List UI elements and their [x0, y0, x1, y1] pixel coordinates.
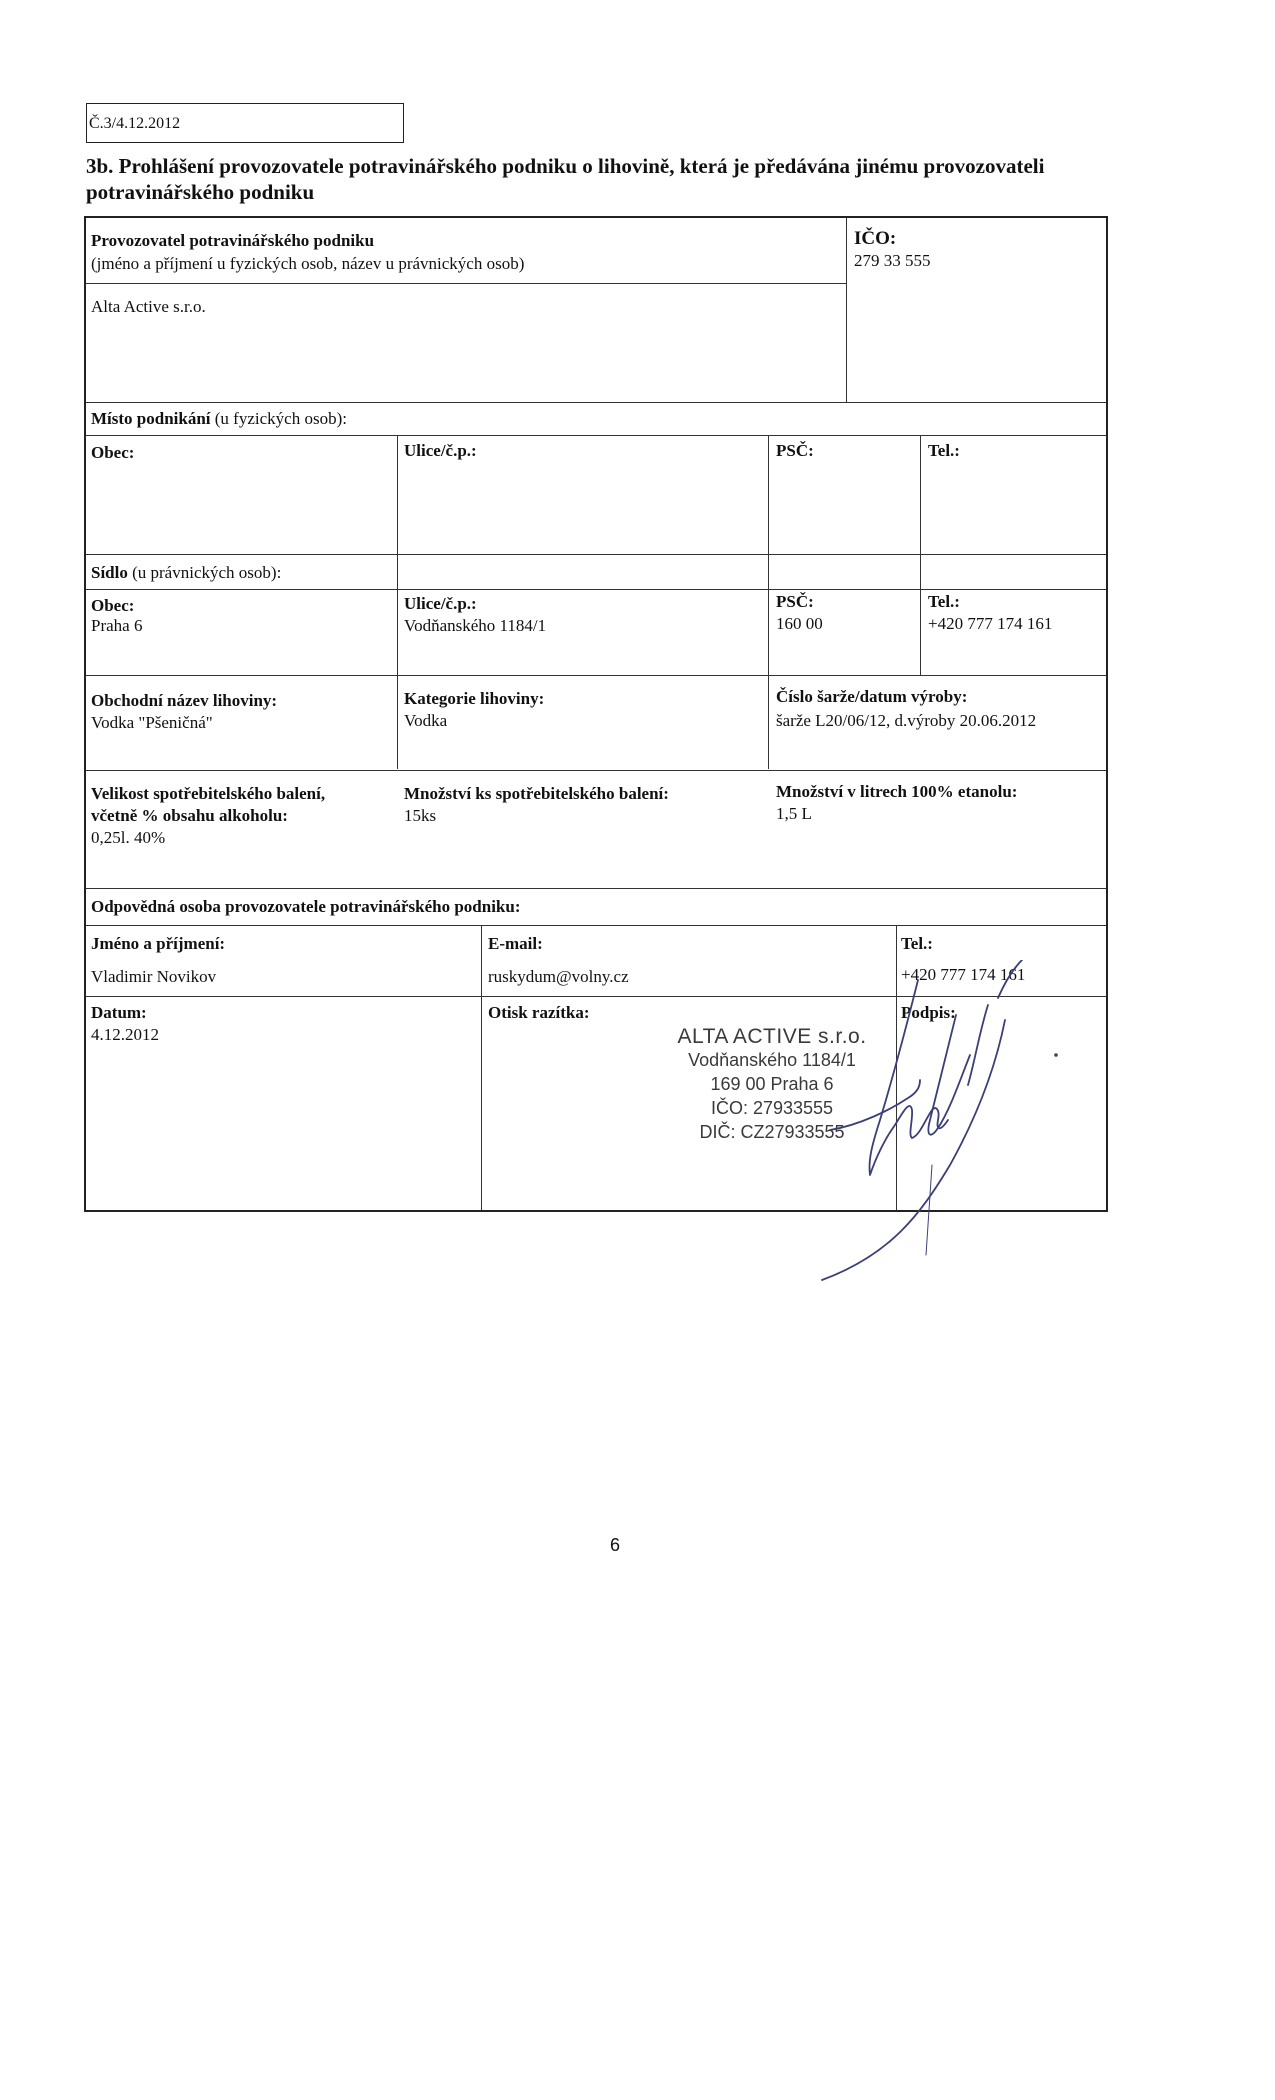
email-label: E-mail: — [488, 934, 543, 953]
batch-label: Číslo šarže/datum výroby: — [776, 687, 968, 706]
responsible-name-label: Jméno a příjmení: — [91, 934, 226, 953]
ico-label: IČO: — [854, 228, 897, 249]
product-name-value: Vodka "Pšeničná" — [91, 713, 213, 732]
batch-value: šarže L20/06/12, d.výroby 20.06.2012 — [776, 711, 1037, 730]
package-count-label: Množství ks spotřebitelského balení: — [404, 784, 669, 803]
operator-sublabel: (jméno a příjmení u fyzických osob, název u právnických osob) — [91, 254, 525, 273]
divider — [481, 925, 482, 1210]
business-psc-label: PSČ: — [776, 441, 814, 460]
signature-dot — [1054, 1053, 1058, 1057]
handwritten-signature — [800, 960, 1120, 1290]
date-value: 4.12.2012 — [91, 1025, 159, 1044]
divider — [86, 675, 1106, 676]
signature-stroke — [822, 1020, 1005, 1280]
seat-label-rest: (u právnických osob): — [132, 563, 282, 582]
divider — [86, 888, 1106, 889]
package-size-value: 0,25l. 40% — [91, 828, 166, 847]
divider — [86, 770, 1106, 771]
document-title: 3b. Prohlášení provozovatele potravinářského podniku o lihovině, která je předávána jinému provozovateli potravinářského podniku — [86, 154, 1045, 204]
business-tel-label: Tel.: — [928, 441, 960, 460]
divider — [86, 925, 1106, 926]
page-number: 6 — [609, 1535, 620, 1555]
stamp-dic: DIČ: CZ27933555 — [699, 1122, 845, 1142]
signature-stroke — [968, 1005, 988, 1085]
stamp-city: 169 00 Praha 6 — [710, 1074, 834, 1094]
business-place-label-rest: (u fyzických osob): — [214, 409, 347, 428]
divider — [397, 435, 398, 769]
signature-stroke — [928, 1015, 970, 1135]
divider — [920, 435, 921, 676]
seat-tel-value: +420 777 174 161 — [928, 614, 1053, 633]
signature-stroke — [926, 1165, 932, 1255]
reference-number: Č.3/4.12.2012 — [86, 103, 404, 143]
business-place-label-bold: Místo podnikání — [91, 409, 211, 428]
date-label: Datum: — [91, 1003, 147, 1022]
stamp-label: Otisk razítka: — [488, 1003, 590, 1022]
divider — [86, 589, 1106, 590]
ethanol-liters-value: 1,5 L — [776, 804, 812, 823]
ethanol-liters-label: Množství v litrech 100% etanolu: — [776, 782, 1018, 801]
signature-stroke — [869, 980, 948, 1175]
ico-value: 279 33 555 — [854, 251, 931, 270]
signature-label: Podpis: — [901, 1003, 956, 1022]
business-place-label — [91, 408, 347, 429]
package-size-label-1: Velikost spotřebitelského balení, — [91, 784, 326, 803]
seat-obec-value: Praha 6 — [91, 616, 143, 635]
stamp-company-name: ALTA ACTIVE s.r.o. — [677, 1025, 867, 1048]
seat-label-bold: Sídlo — [91, 563, 128, 582]
divider — [86, 435, 1106, 436]
email-value: ruskydum@volny.cz — [488, 967, 629, 986]
divider — [86, 283, 846, 284]
seat-psc-value: 160 00 — [776, 614, 823, 633]
seat-tel-label: Tel.: — [928, 592, 960, 611]
seat-ulice-value: Vodňanského 1184/1 — [404, 616, 547, 635]
business-ulice-label: Ulice/č.p.: — [404, 441, 477, 460]
product-name-label: Obchodní název lihoviny: — [91, 691, 278, 710]
operator-value: Alta Active s.r.o. — [91, 297, 206, 316]
divider — [768, 435, 769, 769]
package-count-value: 15ks — [404, 806, 437, 825]
stamp-street: Vodňanského 1184/1 — [688, 1050, 856, 1070]
divider — [86, 554, 1106, 555]
seat-ulice-label: Ulice/č.p.: — [404, 594, 477, 613]
responsible-section-label: Odpovědná osoba provozovatele potravinářského podniku: — [91, 897, 521, 916]
responsible-name-value: Vladimir Novikov — [91, 967, 217, 986]
divider — [86, 402, 1106, 403]
seat-label — [91, 562, 281, 583]
signature-stroke — [830, 1080, 920, 1130]
responsible-tel-value: +420 777 174 161 — [901, 965, 1026, 984]
operator-label: Provozovatel potravinářského podniku — [91, 231, 375, 250]
seat-obec-label: Obec: — [91, 596, 135, 615]
divider — [846, 218, 847, 402]
category-label: Kategorie lihoviny: — [404, 689, 545, 708]
signature-stroke — [998, 960, 1022, 998]
package-size-label-2: včetně % obsahu alkoholu: — [91, 806, 288, 825]
stamp-ico: IČO: 27933555 — [710, 1098, 834, 1118]
seat-psc-label: PSČ: — [776, 592, 814, 611]
business-obec-label: Obec: — [91, 443, 135, 462]
responsible-tel-label: Tel.: — [901, 934, 933, 953]
category-value: Vodka — [404, 711, 448, 730]
